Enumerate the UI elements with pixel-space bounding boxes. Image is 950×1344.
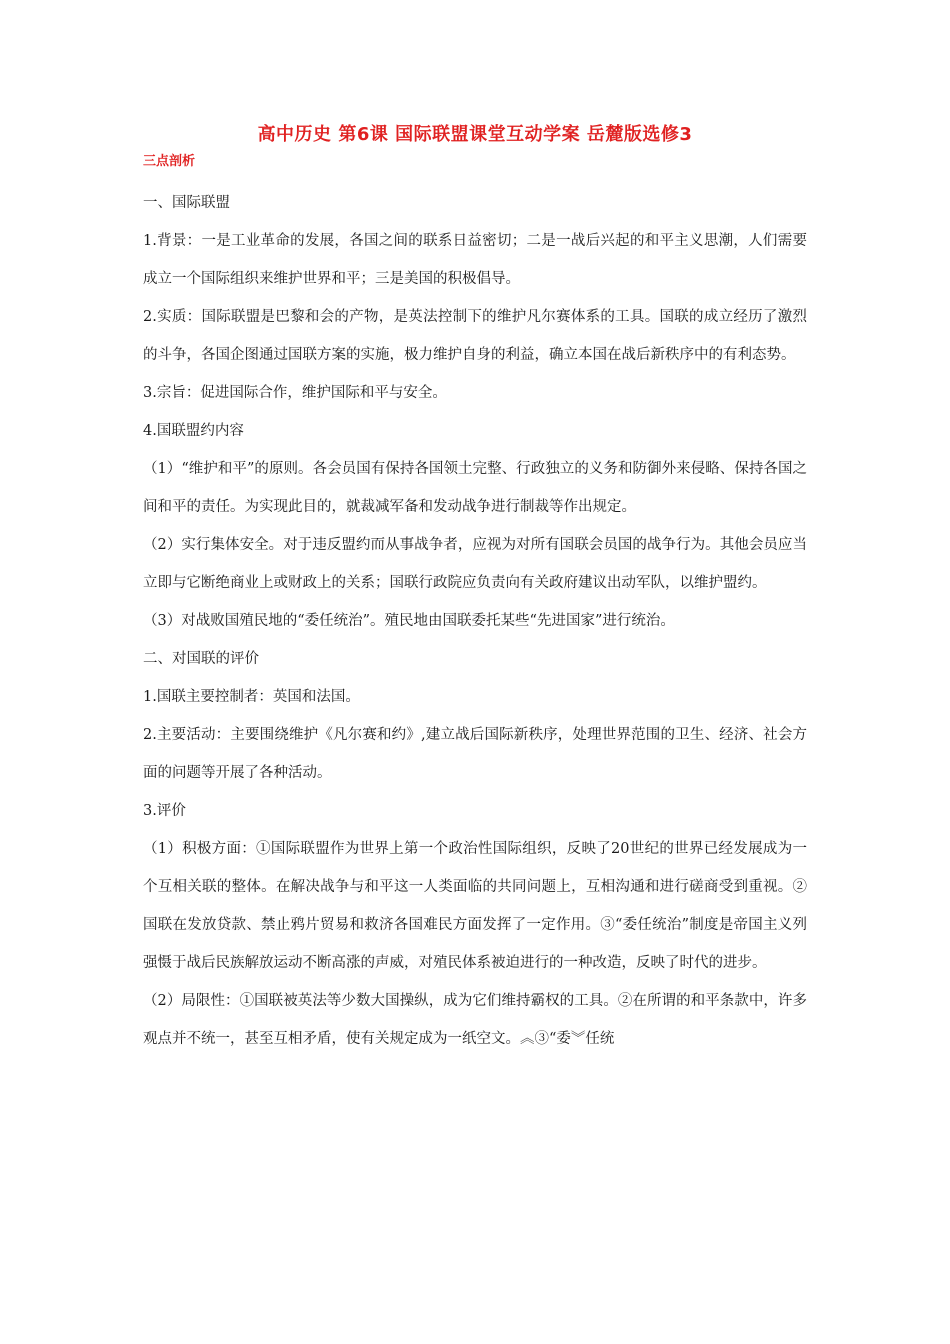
paragraph-covenant-heading: 4.国联盟约内容 — [143, 423, 244, 439]
section-subtitle: 三点剖析 — [143, 154, 196, 169]
paragraph-activities: 2.主要活动：主要围绕维护《凡尔赛和约》,建立战后国际新秩序，处理世界范围的卫生、经济、社会方面的问题等开展了各种活动。 — [143, 727, 807, 781]
document-body — [143, 184, 807, 1058]
document-page — [143, 122, 807, 1058]
paragraph-limitations: （2）局限性：①国联被英法等少数大国操纵，成为它们维持霸权的工具。②在所谓的和平条款中，许多观点并不统一，甚至互相矛盾，使有关规定成为一纸空文。︽③“委︾任统 — [143, 993, 807, 1047]
paragraph-covenant-3: （3）对战败国殖民地的“委任统治”。殖民地由国联委托某些“先进国家”进行统治。 — [143, 613, 675, 629]
paragraph-covenant-1: （1）“维护和平”的原则。各会员国有保持各国领土完整、行政独立的义务和防御外来侵略、保持各国之间和平的责任。为实现此目的，就裁减军备和发动战争进行制裁等作出规定。 — [143, 461, 807, 515]
paragraph-evaluation-heading: 3.评价 — [143, 803, 186, 819]
paragraph-background: 1.背景：一是工业革命的发展，各国之间的联系日益密切；二是一战后兴起的和平主义思潮，人们需要成立一个国际组织来维护世界和平；三是美国的积极倡导。 — [143, 233, 807, 287]
section-heading-league: 一、国际联盟 — [143, 195, 230, 211]
paragraph-purpose: 3.宗旨：促进国际合作，维护国际和平与安全。 — [143, 385, 447, 401]
paragraph-controllers: 1.国联主要控制者：英国和法国。 — [143, 689, 360, 705]
paragraph-covenant-2: （2）实行集体安全。对于违反盟约而从事战争者，应视为对所有国联会员国的战争行为。其他会员应当立即与它断绝商业上或财政上的关系；国联行政院应负责向有关政府建议出动军队，以维护盟约。 — [143, 537, 807, 591]
paragraph-essence: 2.实质：国际联盟是巴黎和会的产物，是英法控制下的维护凡尔赛体系的工具。国联的成立经历了激烈的斗争，各国企图通过国联方案的实施，极力维护自身的利益，确立本国在战后新秩序中的有利态势。 — [143, 309, 807, 363]
section-heading-evaluation: 二、对国联的评价 — [143, 651, 259, 667]
paragraph-positive: （1）积极方面：①国际联盟作为世界上第一个政治性国际组织，反映了20世纪的世界已经发展成为一个互相关联的整体。在解决战争与和平这一人类面临的共同问题上，互相沟通和进行磋商受到重视。②国联在发放贷款、禁止鸦片贸易和救济各国难民方面发挥了一定作用。③“委任统治”制度是帝国主义列强慑于战后民族解放运动不断高涨的声威，对殖民体系被迫进行的一种改造，反映了时代的进步。 — [143, 841, 807, 971]
document-title: 高中历史 第6课 国际联盟课堂互动学案 岳麓版选修3 — [257, 124, 693, 145]
